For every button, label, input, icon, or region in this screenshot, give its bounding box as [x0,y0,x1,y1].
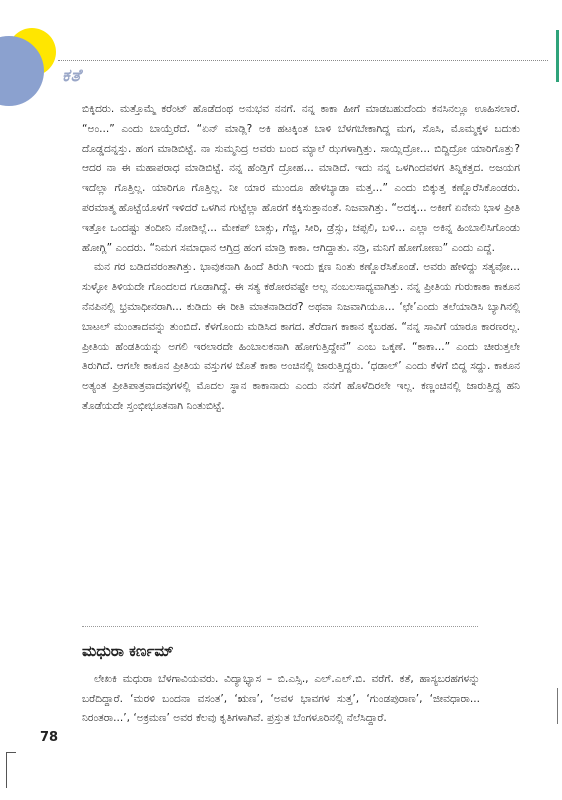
section-label: ಕತೆ [62,66,82,86]
story-paragraph: ಮನ ಗರ ಬಡಿದವರಂತಾಗಿತ್ತು. ಭಾವುಕನಾಗಿ ಹಿಂದೆ ತಿರುಗಿ ಇಂದು ಕ್ಷಣ ನಿಂತು ಕಣ್ಣೊರೆಸಿಕೊಂಡೆ. ಅವರು ಹೇಳಿದ್ದು ಸತ್ಯವೋ... ಸುಳ್ಳೋ ತಿಳಿಯದೇ ಗೊಂದಲದ ಗೂಡಾಗಿದ್ದೆ. ಈ ಸತ್ಯ ಕಠೋರವಷ್ಟೇ ಅಲ್ಲ ನಂಬಲಸಾಧ್ಯವಾಗಿತ್ತು. ನನ್ನ ಪ್ರೀತಿಯ ಗುರುಕಾಕಾ ಕಾಕೂನ ನೆನಪಿನಲ್ಲಿ ಭ್ರಮಾಧೀನರಾಗಿ... ಕುಡಿದು ಈ ರೀತಿ ಮಾತನಾಡಿದರೆ? ಅಥವಾ ನಿಜವಾಗಿಯೂ... ‘ಛೇ’ಎಂದು ತಲೆಯಾಡಿಸಿ ಬ್ಯಾಗಿನಲ್ಲಿ ಬಾಟಲ್ ಮುಂತಾದವನ್ನು ತುಂಬಿದೆ. ಕೆಳಗೊಂದು ಮಡಿಸಿದ ಕಾಗದ. ತೆರೆದಾಗ ಕಾಕಾನ ಕೈಬರಹ. “ನನ್ನ ಸಾವಿಗೆ ಯಾರೂ ಕಾರಣರಲ್ಲ. ಪ್ರೀತಿಯ ಹೆಂಡತಿಯನ್ನು ಅಗಲಿ ಇರಲಾರದೇ ಹಿಂಬಾಲಕನಾಗಿ ಹೋಗುತ್ತಿದ್ದೇನೆ” ಎಂಬ ಒಕ್ಕಣೆ. “ಕಾಕಾ...” ಎಂದು ಚೀರುತ್ತಲೇ ತಿರುಗಿದೆ. ಆಗಲೇ ಕಾಕೂನ ಪ್ರೀತಿಯ ವಸ್ತುಗಳ ಜೊತೆ ಕಾಕಾ ಅಂಚಿನಲ್ಲಿ ಜಾರುತ್ತಿದ್ದರು. ‘ಧಡಾಲ್’ ಎಂದು ಕೆಳಗೆ ಬಿದ್ದ ಸದ್ದು. ಕಾಕೂನ ಅತ್ಯಂತ ಪ್ರೀತಿಪಾತ್ರವಾದವುಗಳಲ್ಲಿ ಮೊದಲ ಸ್ಥಾನ ಕಾಕಾನಾದು ಎಂದು ನನಗೆ ಹೊಳೆದಿರಲೇ ಇಲ್ಲ. ಕಣ್ಣಂಚಿನಲ್ಲಿ ಜಾರುತ್ತಿದ್ದ ಹನಿ ತೊಡೆಯದೇ ಸ್ತಂಭೀಭೂತನಾಗಿ ನಿಂತುಬಿಟ್ಟೆ. [82,261,520,412]
story-paragraph: ಬಿಕ್ಕಿದರು. ಮತ್ತೊಮ್ಮೆ ಕರೆಂಟ್ ಹೊಡೆದಂಥ ಅನುಭವ ನನಗೆ. ನನ್ನ ಕಾಕಾ ಹೀಗೆ ಮಾಡಬಹುದೆಂದು ಕನಸಿನಲ್ಲೂ ಊಹಿಸಲಾರೆ. “ಅಂ...” ಎಂದು ಬಾಯ್ತೆರೆದೆ. “ಏನ್ ಮಾಡ್ಲಿ? ಅಕಿ ಹಟಕ್ಕಿಂತ ಬಾಳಿ ಬೆಳಗಬೇಕಾಗಿದ್ದ ಮಗ, ಸೊಸಿ, ಮೊಮ್ಮಕ್ಕಳ ಬದುಕು ದೊಡ್ಡದನ್ನಸ್ತು. ಹಂಗ ಮಾಡಿಬಿಟ್ಟೆ. ನಾ ಸುಮ್ಮನಿದ್ರ ಅವರು ಬಂದ ಮ್ಯಾಲೆ ಝಗಳಾಗ್ತಿತ್ತು. ಸಾಯ್ಲಿದ್ರೋ... ಬಿದ್ದಿದ್ರೋ ಯಾರಿಗೊತ್ತು? ಆದರ ನಾ ಈ ಮಹಾಪರಾಧ ಮಾಡಿಬಿಟ್ಟೆ. ನನ್ನ ಹೆಂಡ್ತಿಗೆ ದ್ರೋಹ... ಮಾಡಿದೆ. ಇದು ನನ್ನ ಒಳಗಿಂದವಳಗ ತಿನ್ನಿಕತ್ತದ. ಅಜಯಗ ಇದೆಲ್ಲಾ ಗೊತ್ತಿಲ್ಲ. ಯಾರಿಗೂ ಗೊತ್ತಿಲ್ಲ. ನೀ ಯಾರ ಮುಂದೂ ಹೇಳಬ್ಯಾಡಾ ಮತ್ತ...” ಎಂದು ಬಿಕ್ಕುತ್ತ ಕಣ್ಣೊರೆಸಿಕೊಂಡರು. ಪರಮಾತ್ಮ ಹೊಟ್ಟೆಯೊಳಗೆ ಇಳಿದರೆ ಒಳಗಿನ ಗುಟ್ಟೆಲ್ಲಾ ಹೊರಗೆ ಕಕ್ಕಿಸುತ್ತಾನಂತೆ. ನಿಜವಾಗಿತ್ತು. “ಅದಕ್ಕ... ಅಕೀಗೆ ಏನೇನು ಭಾಳ ಪ್ರೀತಿ ಇತ್ತೋ ಒಂದಷ್ಟು ತಂದೀನಿ ನೋಡಿಲ್ಲೆ... ಮೇಕಪ್ ಬಾಕ್ಸು, ಗೆಜ್ಜಿ, ಸೀರಿ, ಡ್ರೆಸ್ಸು, ಚಪ್ಪಲಿ, ಬಳಿ... ಎಲ್ಲಾ ಅಕಿನ್ನ ಹಿಂಬಾಲಿಸಿಗೊಂಡು ಹೋಗ್ಲಿ” ಎಂದರು. “ನಿಮಗ ಸಮಾಧಾನ ಆಗ್ತಿದ್ರ ಹಂಗ ಮಾಡ್ರಿ ಕಾಕಾ. ಆಗಿದ್ದಾತು. ನಡ್ರಿ, ಮನಿಗೆ ಹೋಗೋಣು” ಎಂದು ಎದ್ದೆ. [82,103,520,254]
crop-mark [557,688,558,724]
author-name: ಮಧುರಾ ಕರ್ಣಮ್ [82,642,174,660]
section-divider [82,626,478,627]
crop-mark [6,752,16,753]
page-number: 78 [40,730,59,745]
author-bio-text: ಲೇಖಕಿ ಮಧುರಾ ಬೆಳಗಾವಿಯವರು. ವಿದ್ಯಾಭ್ಯಾಸ – ಬಿ.ಎಸ್ಸಿ., ಎಲ್.ಎಲ್.ಬಿ. ವರೆಗೆ. ಕತೆ, ಹಾಸ್ಯಬರಹಗಳನ್ನು ಬರೆದಿದ್ದಾರೆ. ‘ಮರಳಿ ಬಂದನಾ ವಸಂತ’, ‘ಋಣ’, ‘ಅವಳ ಭಾವಗಳ ಸುತ್ತ’, ‘ಗುಂಡಪುರಾಣ’, ‘ಜೀವಧಾರಾ... ನಿರಂತರಾ...’, ‘ಅಕ್ರಮಣ’ ಅವರ ಕೆಲವು ಕೃತಿಗಳಾಗಿವೆ. ಪ್ರಸ್ತುತ ಬೆಂಗಳೂರಿನಲ್ಲಿ ನೆಲೆಸಿದ್ದಾರೆ. [82,673,480,724]
author-bio [82,670,480,729]
crop-mark [6,752,7,788]
margin-green-bar [556,30,559,82]
story-body [82,100,520,417]
header-dotted-rule [58,60,548,61]
